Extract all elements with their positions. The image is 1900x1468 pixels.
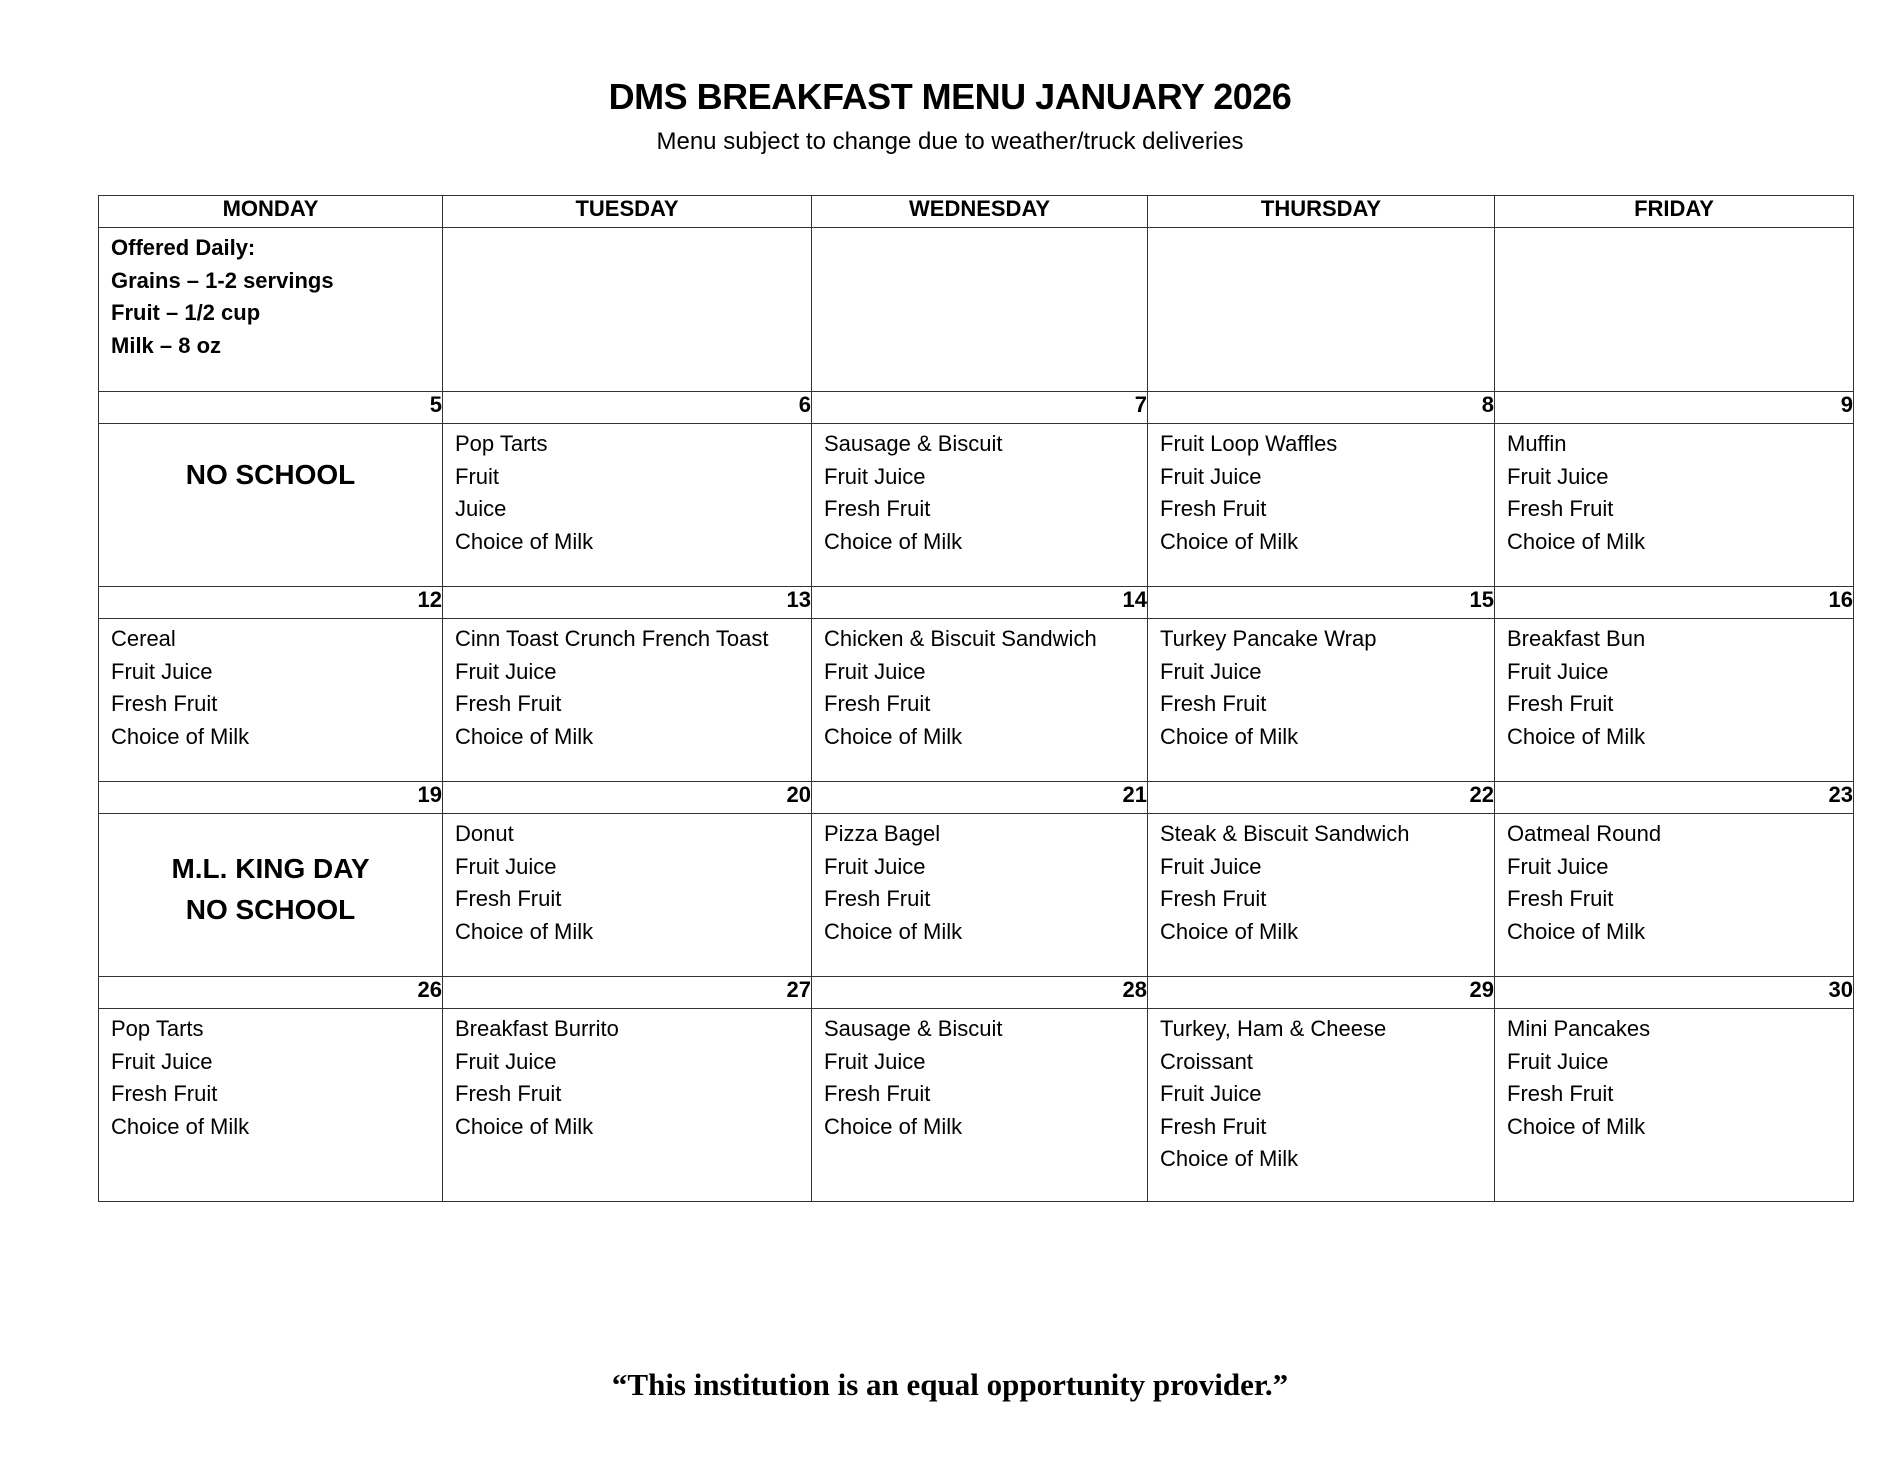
menu-item-list: [1148, 619, 1494, 757]
menu-cell-tuesday: [443, 1009, 812, 1202]
menu-item: Fruit Juice: [1160, 1081, 1262, 1106]
offered-daily-milk: Milk – 8 oz: [111, 332, 222, 358]
weekday-header-wednesday: WEDNESDAY: [812, 196, 1148, 228]
menu-item: Fruit Juice: [1507, 463, 1609, 489]
menu-item: Fruit Juice: [111, 1048, 213, 1074]
menu-cell-monday: [99, 619, 443, 782]
menu-item-list: [1495, 814, 1853, 952]
date-number-monday: 12: [99, 587, 443, 619]
offered-daily-fruit: Fruit – 1/2 cup: [111, 300, 261, 325]
menu-item: Fruit Juice: [455, 853, 557, 879]
menu-item: Fresh Fruit: [1507, 1081, 1614, 1106]
menu-item: Breakfast Burrito: [455, 1016, 619, 1041]
menu-cell-thursday: [1148, 1009, 1495, 1202]
menu-item: Choice of Milk: [111, 723, 250, 749]
menu-item: Choice of Milk: [824, 1113, 963, 1139]
date-number-wednesday: 28: [812, 977, 1148, 1009]
menu-items-row: [99, 1009, 1854, 1202]
menu-item-list: [443, 424, 811, 562]
menu-cell-monday: [99, 1009, 443, 1202]
equal-opportunity-statement: “This institution is an equal opportunity provider.”: [611, 1367, 1289, 1402]
date-row: [99, 587, 1854, 619]
menu-item: Sausage & Biscuit: [824, 1016, 1003, 1041]
menu-item: Fruit Loop Waffles: [1160, 431, 1338, 456]
menu-cell-tuesday: [443, 424, 812, 587]
menu-item: Fresh Fruit: [1160, 496, 1267, 521]
menu-item: Choice of Milk: [455, 1113, 594, 1139]
menu-item: Fresh Fruit: [824, 1081, 931, 1106]
date-number-friday: 23: [1495, 782, 1854, 814]
date-number-thursday: 8: [1148, 392, 1495, 424]
menu-item: Choice of Milk: [824, 723, 963, 749]
menu-item-list: [1148, 1009, 1494, 1180]
menu-item: Juice: [455, 496, 507, 521]
menu-item: Fruit Juice: [1507, 658, 1609, 684]
menu-cell-thursday: [1148, 814, 1495, 977]
menu-item: Choice of Milk: [1507, 918, 1646, 944]
menu-item: Fresh Fruit: [111, 1081, 218, 1106]
offered-daily-row: [99, 228, 1854, 392]
no-school-notice: [99, 424, 442, 495]
date-number-tuesday: 20: [443, 782, 812, 814]
date-number-wednesday: 21: [812, 782, 1148, 814]
menu-item-list: [812, 1009, 1147, 1147]
menu-item: Choice of Milk: [455, 528, 594, 554]
offered-daily-list: [99, 228, 442, 366]
date-row: [99, 977, 1854, 1009]
menu-item: Fruit Juice: [1507, 853, 1609, 879]
menu-cell-friday: [1495, 619, 1854, 782]
date-row: [99, 782, 1854, 814]
menu-item: Choice of Milk: [1160, 918, 1299, 944]
menu-item: Fresh Fruit: [1160, 1113, 1267, 1139]
menu-item-list: [99, 619, 442, 757]
menu-title: DMS BREAKFAST MENU JANUARY 2026: [608, 76, 1292, 117]
menu-items-row: [99, 814, 1854, 977]
menu-item: Choice of Milk: [824, 528, 963, 554]
menu-subtitle: Menu subject to change due to weather/truck deliveries: [656, 128, 1244, 155]
menu-item: Choice of Milk: [1160, 528, 1299, 554]
menu-item: Fruit Juice: [824, 463, 926, 489]
date-number-wednesday: 7: [812, 392, 1148, 424]
offered-daily-heading: Offered Daily:: [111, 235, 256, 260]
date-number-thursday: 29: [1148, 977, 1495, 1009]
menu-item: Mini Pancakes: [1507, 1016, 1651, 1041]
weekday-header-friday: FRIDAY: [1495, 196, 1854, 228]
menu-item: Breakfast Bun: [1507, 626, 1646, 651]
no-school-line: M.L. KING DAY: [171, 853, 370, 884]
menu-item: Fruit Juice: [1160, 463, 1262, 489]
menu-item: Cinn Toast Crunch French Toast: [455, 626, 769, 651]
menu-item: Croissant: [1160, 1048, 1253, 1074]
date-number-friday: 9: [1495, 392, 1854, 424]
menu-item: Fresh Fruit: [1507, 496, 1614, 521]
menu-item: Fresh Fruit: [1160, 886, 1267, 911]
empty-cell: [443, 228, 812, 392]
menu-item-list: [1148, 424, 1494, 562]
menu-item-list: [812, 619, 1147, 757]
menu-items-row: [99, 424, 1854, 587]
menu-item: Fresh Fruit: [824, 886, 931, 911]
weekday-header-monday: MONDAY: [99, 196, 443, 228]
menu-cell-monday: [99, 814, 443, 977]
menu-item: Choice of Milk: [455, 918, 594, 944]
date-number-monday: 19: [99, 782, 443, 814]
menu-item: Fresh Fruit: [455, 691, 562, 716]
menu-item: Fresh Fruit: [1507, 886, 1614, 911]
menu-item: Fresh Fruit: [824, 496, 931, 521]
date-number-tuesday: 13: [443, 587, 812, 619]
offered-daily-cell: [99, 228, 443, 392]
menu-item: Fresh Fruit: [1160, 691, 1267, 716]
menu-item: Turkey, Ham & Cheese: [1160, 1016, 1387, 1041]
menu-item: Cereal: [111, 626, 176, 651]
empty-cell: [1495, 228, 1854, 392]
date-number-friday: 30: [1495, 977, 1854, 1009]
date-number-thursday: 22: [1148, 782, 1495, 814]
menu-item: Fresh Fruit: [455, 1081, 562, 1106]
menu-item: Choice of Milk: [1507, 723, 1646, 749]
date-number-monday: 5: [99, 392, 443, 424]
date-row: [99, 392, 1854, 424]
menu-item-list: [443, 1009, 811, 1147]
menu-item: Sausage & Biscuit: [824, 431, 1003, 456]
menu-cell-tuesday: [443, 814, 812, 977]
menu-item: Choice of Milk: [1507, 1113, 1646, 1139]
no-school-line: NO SCHOOL: [185, 894, 356, 925]
menu-item-list: [812, 424, 1147, 562]
menu-item: Choice of Milk: [111, 1113, 250, 1139]
menu-item: Choice of Milk: [455, 723, 594, 749]
menu-item: Steak & Biscuit Sandwich: [1160, 821, 1410, 846]
menu-calendar-table: [98, 195, 1854, 1202]
menu-item-list: [443, 619, 811, 757]
weekday-header-row: [99, 196, 1854, 228]
menu-item: Pop Tarts: [111, 1016, 204, 1041]
menu-item-list: [443, 814, 811, 952]
weekday-header-tuesday: TUESDAY: [443, 196, 812, 228]
menu-items-row: [99, 619, 1854, 782]
menu-item: Turkey Pancake Wrap: [1160, 626, 1377, 651]
menu-item: Fruit: [455, 463, 499, 489]
menu-cell-wednesday: [812, 814, 1148, 977]
offered-daily-grains: Grains – 1-2 servings: [111, 267, 334, 293]
empty-cell: [1148, 228, 1495, 392]
menu-cell-friday: [1495, 424, 1854, 587]
date-number-monday: 26: [99, 977, 443, 1009]
menu-item: Choice of Milk: [1160, 1146, 1299, 1171]
menu-item-list: [1495, 424, 1853, 562]
menu-cell-monday: [99, 424, 443, 587]
empty-cell: [812, 228, 1148, 392]
menu-item: Fruit Juice: [1507, 1048, 1609, 1074]
menu-item: Donut: [455, 821, 514, 846]
menu-item: Fruit Juice: [824, 853, 926, 879]
menu-item: Fruit Juice: [111, 658, 213, 684]
menu-item-list: [99, 1009, 442, 1147]
date-number-tuesday: 6: [443, 392, 812, 424]
weekday-header-thursday: THURSDAY: [1148, 196, 1495, 228]
menu-cell-thursday: [1148, 424, 1495, 587]
menu-item: Choice of Milk: [824, 918, 963, 944]
date-number-friday: 16: [1495, 587, 1854, 619]
menu-item: Chicken & Biscuit Sandwich: [824, 626, 1097, 651]
menu-item-list: [812, 814, 1147, 952]
menu-item-list: [1148, 814, 1494, 952]
menu-item: Fruit Juice: [455, 658, 557, 684]
menu-item: Muffin: [1507, 431, 1567, 456]
menu-item: Fresh Fruit: [111, 691, 218, 716]
no-school-notice: [99, 814, 442, 930]
menu-cell-friday: [1495, 1009, 1854, 1202]
menu-item-list: [1495, 619, 1853, 757]
menu-item: Fruit Juice: [1160, 658, 1262, 684]
date-number-tuesday: 27: [443, 977, 812, 1009]
menu-item: Oatmeal Round: [1507, 821, 1662, 846]
menu-cell-wednesday: [812, 424, 1148, 587]
menu-item: Pop Tarts: [455, 431, 548, 456]
date-number-thursday: 15: [1148, 587, 1495, 619]
menu-item: Fruit Juice: [824, 1048, 926, 1074]
menu-item: Fresh Fruit: [1507, 691, 1614, 716]
menu-item: Fruit Juice: [455, 1048, 557, 1074]
menu-item-list: [1495, 1009, 1853, 1147]
menu-item: Choice of Milk: [1160, 723, 1299, 749]
menu-cell-wednesday: [812, 619, 1148, 782]
menu-item: Fresh Fruit: [824, 691, 931, 716]
menu-item: Pizza Bagel: [824, 821, 941, 846]
menu-cell-thursday: [1148, 619, 1495, 782]
menu-cell-tuesday: [443, 619, 812, 782]
menu-item: Fruit Juice: [824, 658, 926, 684]
menu-item: Fresh Fruit: [455, 886, 562, 911]
date-number-wednesday: 14: [812, 587, 1148, 619]
menu-cell-friday: [1495, 814, 1854, 977]
menu-item: Fruit Juice: [1160, 853, 1262, 879]
menu-item: Choice of Milk: [1507, 528, 1646, 554]
no-school-line: NO SCHOOL: [185, 459, 356, 490]
menu-cell-wednesday: [812, 1009, 1148, 1202]
